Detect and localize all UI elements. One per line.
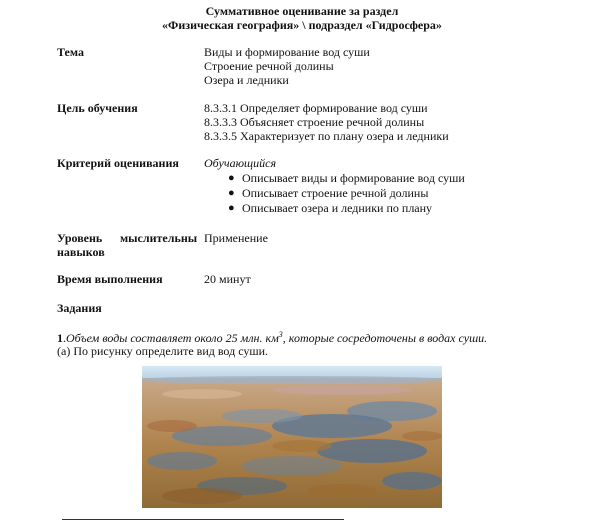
doc-title-line2: «Физическая география» \ подраздел «Гидросфера» xyxy=(162,18,442,32)
doc-title-line1: Суммативное оценивание за раздел xyxy=(205,4,399,18)
goal-line-1: 8.3.3.1 Определяет формирование вод суши xyxy=(204,101,428,115)
level-label-part1: Уровень xyxy=(57,231,103,245)
goal-label: Цель обучения xyxy=(57,101,138,115)
criteria-bullet-text: Описывает строение речной долины xyxy=(242,186,429,200)
goal-line-2: 8.3.3.3 Объясняет строение речной долины xyxy=(204,115,425,129)
criteria-bullet-1 xyxy=(228,171,465,186)
task-1-text-b: , которые сосредоточены в водах суши. xyxy=(282,331,488,345)
criteria-bullet-text: Описывает озера и ледники по плану xyxy=(242,201,433,215)
criteria-bullet-3 xyxy=(228,201,465,216)
tasks-heading: Задания xyxy=(57,301,102,315)
bullet-dot-icon: ● xyxy=(228,202,235,214)
level-label-part2: мыслительны xyxy=(120,231,198,245)
task-1-superscript: 3 xyxy=(278,330,283,339)
task-1a-question: (а) По рисунку определите вид вод суши. xyxy=(57,344,269,358)
aerial-swamp-photo xyxy=(142,366,442,508)
criteria-intro: Обучающийся xyxy=(204,156,277,170)
bottom-rule-divider xyxy=(62,519,344,520)
goal-values xyxy=(204,101,449,143)
bullet-dot-icon: ● xyxy=(228,172,235,184)
criteria-bullet-2 xyxy=(228,186,465,201)
criteria-bullet-list xyxy=(228,171,465,216)
criteria-label: Критерий оценивания xyxy=(57,156,179,170)
criteria-bullet-text: Описывает виды и формирование вод суши xyxy=(242,171,465,185)
level-value: Применение xyxy=(204,231,268,245)
time-value: 20 минут xyxy=(204,272,251,286)
topic-line-3: Озера и ледники xyxy=(204,73,289,87)
topic-line-2: Строение речной долины xyxy=(204,59,334,73)
task-1-number: 1 xyxy=(57,331,63,345)
topic-values xyxy=(204,45,370,87)
bullet-dot-icon: ● xyxy=(228,187,235,199)
topic-line-1: Виды и формирование вод суши xyxy=(204,45,370,59)
topic-label: Тема xyxy=(57,45,84,59)
goal-line-3: 8.3.3.5 Характеризует по плану озера и ледники xyxy=(204,129,449,143)
task-1-text-a: Объем воды составляет около 25 млн. км xyxy=(66,331,279,345)
swamp-landscape-image xyxy=(142,366,442,508)
time-label: Время выполнения xyxy=(57,272,163,286)
level-label-part3: навыков xyxy=(57,245,105,259)
task-1-statement: 1.Объем воды составляет около 25 млн. $км^3$, которые сосредоточены в водах суши. xyxy=(57,330,488,345)
